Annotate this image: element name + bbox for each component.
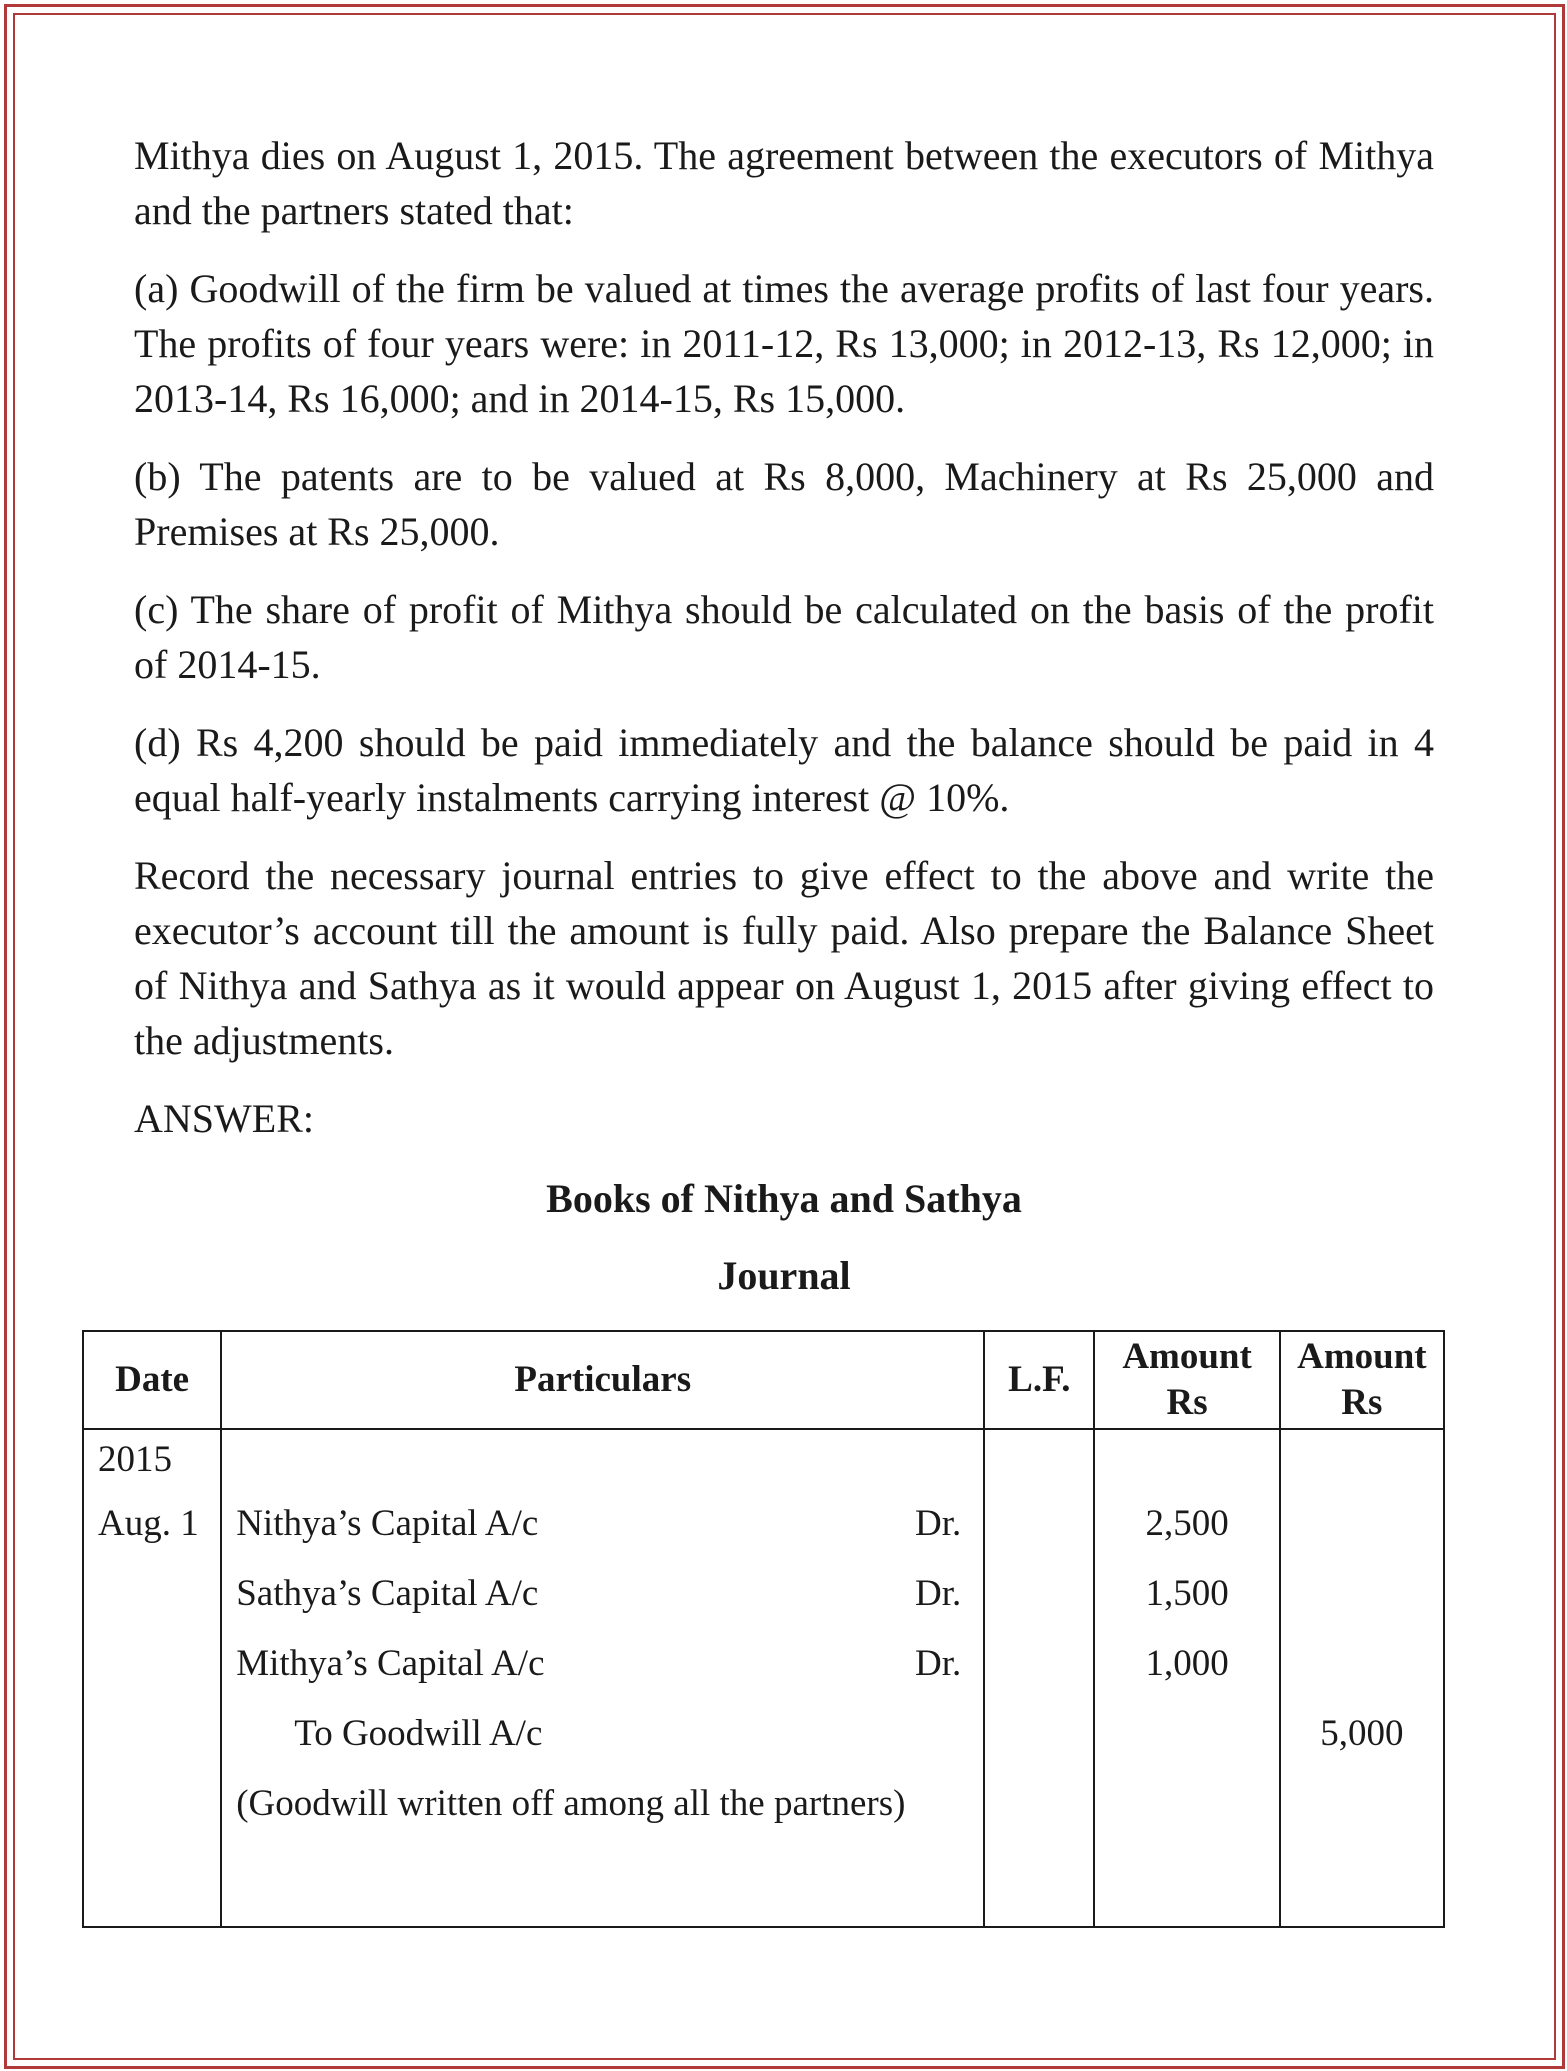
narration-cell: [221, 1768, 984, 1838]
journal-table: [82, 1330, 1445, 1928]
table-row: [83, 1488, 1444, 1558]
header-amount-debit: [1094, 1331, 1279, 1429]
debit-amount: 1,000: [1094, 1628, 1279, 1698]
condition-c: (c) The share of profit of Mithya should be calculated on the basis of the profit of 2014-15.: [134, 587, 1434, 687]
empty-cell: [1094, 1429, 1279, 1488]
account-name: Mithya’s Capital A/c: [236, 1642, 545, 1684]
empty-cell: [221, 1838, 984, 1927]
empty-cell: [1094, 1838, 1279, 1927]
document-body: [134, 128, 1434, 1298]
debit-amount: [1094, 1698, 1279, 1768]
header-date: Date: [83, 1331, 221, 1429]
journal-header-row: [83, 1331, 1444, 1429]
header-particulars: Particulars: [221, 1331, 984, 1429]
table-row-year: [83, 1429, 1444, 1488]
journal-title: Journal: [717, 1253, 851, 1298]
date-cell: [83, 1628, 221, 1698]
condition-d: (d) Rs 4,200 should be paid immediately and the balance should be paid in 4 equal half-yearly instalments carrying interest @ 10%.: [134, 720, 1434, 820]
header-amount-credit-label: Amount: [1297, 1336, 1427, 1377]
lf-cell: [984, 1488, 1094, 1558]
header-amount-debit-unit: Rs: [1166, 1382, 1208, 1423]
debit-amount: 2,500: [1094, 1488, 1279, 1558]
lf-cell: [984, 1558, 1094, 1628]
dr-marker: Dr.: [915, 1502, 962, 1544]
header-amount-credit-unit: Rs: [1341, 1382, 1383, 1423]
table-row: [83, 1768, 1444, 1838]
dr-marker: Dr.: [915, 1642, 962, 1684]
empty-cell: [1280, 1429, 1444, 1488]
credit-amount: [1280, 1558, 1444, 1628]
header-lf: L.F.: [984, 1331, 1094, 1429]
instruction-paragraph: Record the necessary journal entries to give effect to the above and write the executor’s account till the amount is fully paid. Also prepare the Balance Sheet of Nithya and Sathya as it would appear on August 1, 2015 after giving effect to the adjustments.: [134, 853, 1434, 1063]
lf-cell: [984, 1628, 1094, 1698]
intro-paragraph: Mithya dies on August 1, 2015. The agreement between the executors of Mithya and the partners stated that:: [134, 133, 1434, 233]
table-row-blank: [83, 1838, 1444, 1927]
credit-amount: [1280, 1488, 1444, 1558]
credit-amount: 5,000: [1280, 1698, 1444, 1768]
empty-cell: [83, 1838, 221, 1927]
debit-amount: 1,500: [1094, 1558, 1279, 1628]
account-name: Nithya’s Capital A/c: [236, 1502, 539, 1544]
empty-cell: [984, 1429, 1094, 1488]
empty-cell: [1280, 1838, 1444, 1927]
header-amount-debit-label: Amount: [1122, 1336, 1252, 1377]
particular-cell: [221, 1628, 984, 1698]
lf-cell: [984, 1698, 1094, 1768]
table-row: [83, 1698, 1444, 1768]
empty-cell: [984, 1838, 1094, 1927]
condition-b: (b) The patents are to be valued at Rs 8,000, Machinery at Rs 25,000 and Premises at Rs 25,000.: [134, 454, 1434, 554]
table-row: [83, 1558, 1444, 1628]
dr-marker: Dr.: [915, 1572, 962, 1614]
date-cell: [83, 1768, 221, 1838]
account-name: To Goodwill A/c: [294, 1712, 543, 1754]
particular-cell: [221, 1698, 984, 1768]
year-cell: 2015: [83, 1429, 221, 1488]
condition-a: (a) Goodwill of the firm be valued at times the average profits of last four years. The profits of four years were: in 2011-12, Rs 13,000; in 2012-13, Rs 12,000; in 2013-14, Rs 16,000; and in 2014-15, Rs 15,000.: [134, 266, 1434, 421]
empty-cell: [221, 1429, 984, 1488]
narration: (Goodwill written off among all the partners): [236, 1782, 906, 1824]
account-name: Sathya’s Capital A/c: [236, 1572, 539, 1614]
lf-cell: [984, 1768, 1094, 1838]
debit-amount: [1094, 1768, 1279, 1838]
date-cell: Aug. 1: [83, 1488, 221, 1558]
table-row: [83, 1628, 1444, 1698]
particular-cell: [221, 1558, 984, 1628]
answer-label: ANSWER:: [134, 1096, 314, 1141]
particular-cell: [221, 1488, 984, 1558]
date-cell: [83, 1698, 221, 1768]
books-title: Books of Nithya and Sathya: [546, 1176, 1022, 1221]
credit-amount: [1280, 1768, 1444, 1838]
date-cell: [83, 1558, 221, 1628]
header-amount-credit: [1280, 1331, 1444, 1429]
credit-amount: [1280, 1628, 1444, 1698]
